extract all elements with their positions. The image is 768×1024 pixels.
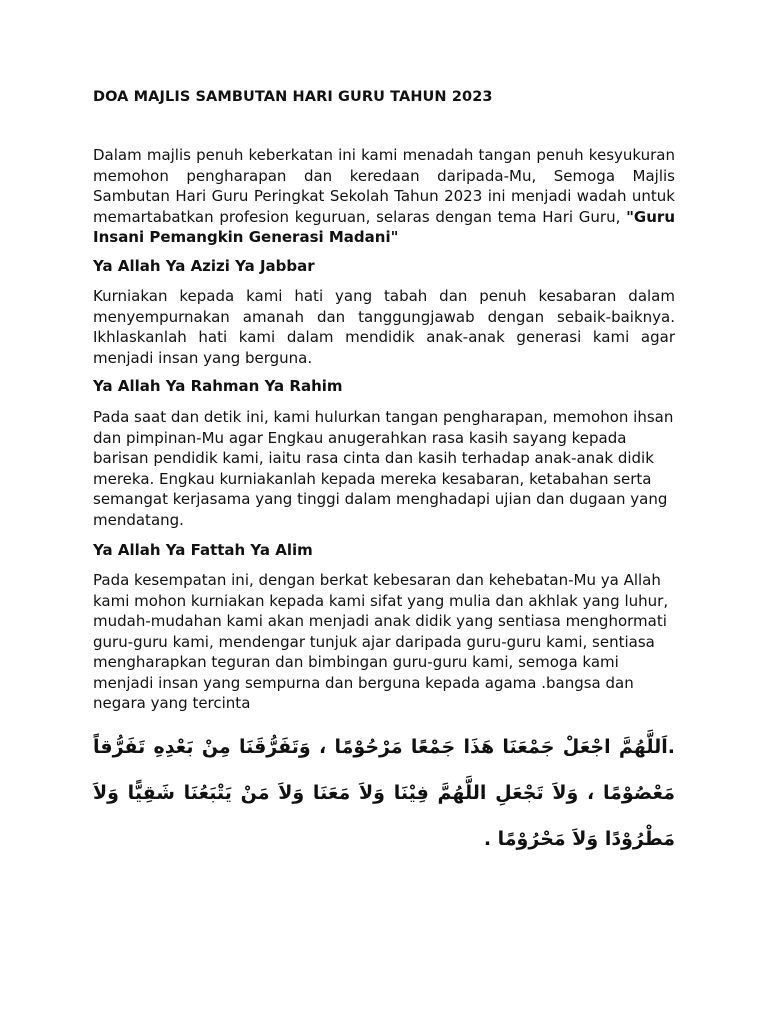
- arabic-prayer: .اَللَّهُمَّ اجْعَلْ جَمْعَنَا هَذَا جَمْعًا مَرْحُوْمًا ، وَتَفَرُّقَنَا مِنْ بَعْدِهِ تَفَرُّقاً مَعْصُوْمًا ، وَلاَ تَجْعَلِ اللَّهُمَّ فِيْنَا وَلاَ مَعَنَا وَلاَ مَنْ يَتْبَعُنَا شَقِيًّا وَلاَ مَطْرُوْدًا وَلاَ مَحْرُوْمًا .: [93, 736, 675, 850]
- section-body-rahman-rahim: Pada saat dan detik ini, kami hulurkan tangan pengharapan, memohon ihsan dan pimpinan-Mu agar Engkau anugerahkan rasa kasih sayang kepada barisan pendidik kami, iaitu rasa cinta dan kasih terhadap anak-anak didik mereka. Engkau kurniakanlah kepada mereka kesabaran, ketabahan serta semangat kerjasama yang tinggi dalam menghadapi ujian dan dugaan yang mendatang.: [93, 408, 674, 529]
- section-heading-azizi-jabbar: Ya Allah Ya Azizi Ya Jabbar: [93, 257, 315, 275]
- document-title: DOA MAJLIS SAMBUTAN HARI GURU TAHUN 2023: [93, 89, 493, 105]
- section-body-azizi-jabbar: Kurniakan kepada kami hati yang tabah dan penuh kesabaran dalam menyempurnakan amanah dan tanggungjawab dengan sebaik-baiknya. Ikhlaskanlah hati kami dalam mendidik anak-anak generasi kami agar menjadi insan yang berguna.: [93, 287, 675, 367]
- intro-theme: "Guru Insani Pemangkin Generasi Madani": [93, 207, 675, 246]
- section-body-fattah-alim: Pada kesempatan ini, dengan berkat kebesaran dan kehebatan-Mu ya Allah kami mohon kurniakan kepada kami sifat yang mulia dan akhlak yang luhur, mudah-mudahan kami akan menjadi anak didik yang sentiasa menghormati guru-guru kami, mendengar tunjuk ajar daripada guru-guru kami, sentiasa mengharapkan teguran dan bimbingan guru-guru kami, semoga kami menjadi insan yang sempurna dan berguna kepada agama .bangsa dan negara yang tercinta: [93, 571, 669, 712]
- intro-paragraph: [93, 145, 675, 248]
- intro-text: Dalam majlis penuh keberkatan ini kami menadah tangan penuh kesyukuran memohon pengharapan dan keredaan daripada-Mu, Semoga Majlis Sambutan Hari Guru Peringkat Sekolah Tahun 2023 ini menjadi wadah untuk memartabatkan profesion keguruan, selaras dengan tema Hari Guru,: [93, 146, 675, 226]
- section-heading-fattah-alim: Ya Allah Ya Fattah Ya Alim: [93, 541, 313, 559]
- section-heading-rahman-rahim: Ya Allah Ya Rahman Ya Rahim: [93, 377, 343, 395]
